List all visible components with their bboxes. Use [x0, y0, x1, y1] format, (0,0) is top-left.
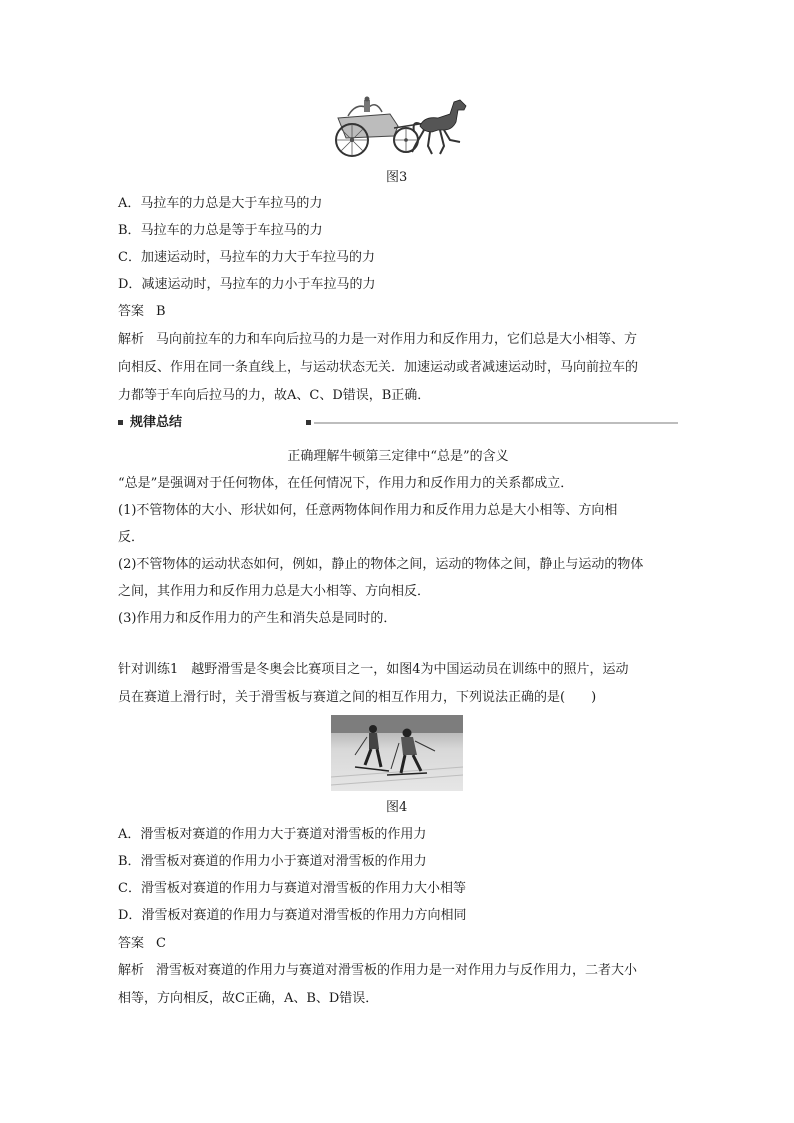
option-letter: A．	[118, 196, 141, 211]
figure-4-caption: 图4	[386, 800, 408, 815]
option-letter: D．	[118, 908, 142, 923]
figure-3-caption: 图3	[386, 170, 408, 185]
option-text: 滑雪板对赛道的作用力与赛道对滑雪板的作用力大小相等	[140, 881, 466, 896]
rule-summary-heading: 正确理解牛顿第三定律中“总是”的含义	[287, 449, 509, 464]
figure-3-image	[320, 96, 472, 158]
question-1-option-a	[118, 195, 322, 213]
rule-summary-header	[118, 414, 678, 432]
answer-label: 答案	[118, 936, 145, 951]
answer-value: B	[156, 304, 166, 319]
rule-summary-line-6: (3)作用力和反作用力的产生和消失总是同时的．	[118, 611, 397, 626]
analysis-text: 滑雪板对赛道的作用力与赛道对滑雪板的作用力是一对作用力与反作用力，二者大小	[156, 963, 638, 978]
option-letter: B．	[118, 854, 141, 869]
training-1-stem-line-2: 员在赛道上滑行时，关于滑雪板与赛道之间的相互作用力，下列说法正确的是( )	[118, 690, 597, 705]
option-letter: C．	[118, 881, 141, 896]
question-1-analysis-line-3: 力都等于车向后拉马的力，故A、C、D错误，B正确．	[118, 388, 431, 403]
question-1-analysis-line-2: 向相反、作用在同一条直线上，与运动状态无关．加速运动或者减速运动时，马向前拉车的	[118, 360, 639, 375]
training-1-option-c	[118, 880, 466, 898]
option-text: 滑雪板对赛道的作用力小于赛道对滑雪板的作用力	[140, 854, 427, 869]
answer-label: 答案	[118, 304, 145, 319]
option-letter: D．	[118, 277, 142, 292]
rule-summary-line-3: 反．	[118, 530, 145, 545]
option-letter: C．	[118, 250, 141, 265]
square-bullet-icon	[306, 420, 311, 425]
rule-summary-line-1: “总是”是强调对于任何物体，在任何情况下，作用力和反作用力的关系都成立．	[118, 476, 574, 491]
option-text: 减速运动时，马拉车的力小于车拉马的力	[141, 277, 376, 292]
question-1-option-d	[118, 276, 375, 294]
training-1-answer	[118, 935, 166, 953]
training-1-option-a	[118, 826, 426, 844]
analysis-label: 解析	[118, 963, 145, 978]
question-1-analysis-line-1	[118, 331, 637, 349]
analysis-text: 马向前拉车的力和车向后拉马的力是一对作用力和反作用力，它们总是大小相等、方	[156, 332, 638, 347]
training-1-analysis-line-1	[118, 962, 637, 980]
option-text: 加速运动时，马拉车的力大于车拉马的力	[140, 250, 375, 265]
figure-4-image	[331, 715, 463, 791]
square-bullet-icon	[118, 420, 123, 425]
question-1-answer	[118, 303, 166, 321]
option-text: 马拉车的力总是等于车拉马的力	[140, 223, 323, 238]
training-1-stem-line-1: 针对训练1 越野滑雪是冬奥会比赛项目之一，如图4为中国运动员在训练中的照片，运动	[118, 662, 629, 677]
answer-value: C	[156, 936, 166, 951]
option-letter: B．	[118, 223, 141, 238]
option-text: 滑雪板对赛道的作用力大于赛道对滑雪板的作用力	[140, 827, 427, 842]
rule-summary-line-5: 之间，其作用力和反作用力总是大小相等、方向相反．	[118, 584, 431, 599]
option-text: 马拉车的力总是大于车拉马的力	[140, 196, 323, 211]
skiers-icon	[331, 715, 463, 791]
horse-carriage-icon	[320, 96, 472, 158]
rule-summary-line-2: (1)不管物体的大小、形状如何，任意两物体间作用力和反作用力总是大小相等、方向相	[118, 503, 618, 518]
rule-summary-line-4: (2)不管物体的运动状态如何，例如，静止的物体之间，运动的物体之间，静止与运动的物体	[118, 557, 644, 572]
training-1-analysis-line-2: 相等，方向相反，故C正确，A、B、D错误．	[118, 991, 379, 1006]
divider	[314, 422, 678, 424]
option-text: 滑雪板对赛道的作用力与赛道对滑雪板的作用力方向相同	[141, 908, 467, 923]
training-1-option-b	[118, 853, 427, 871]
question-1-option-c	[118, 249, 375, 267]
analysis-label: 解析	[118, 332, 145, 347]
option-letter: A．	[118, 827, 141, 842]
question-1-option-b	[118, 222, 323, 240]
training-1-option-d	[118, 907, 466, 925]
rule-summary-title: 规律总结	[130, 415, 183, 430]
